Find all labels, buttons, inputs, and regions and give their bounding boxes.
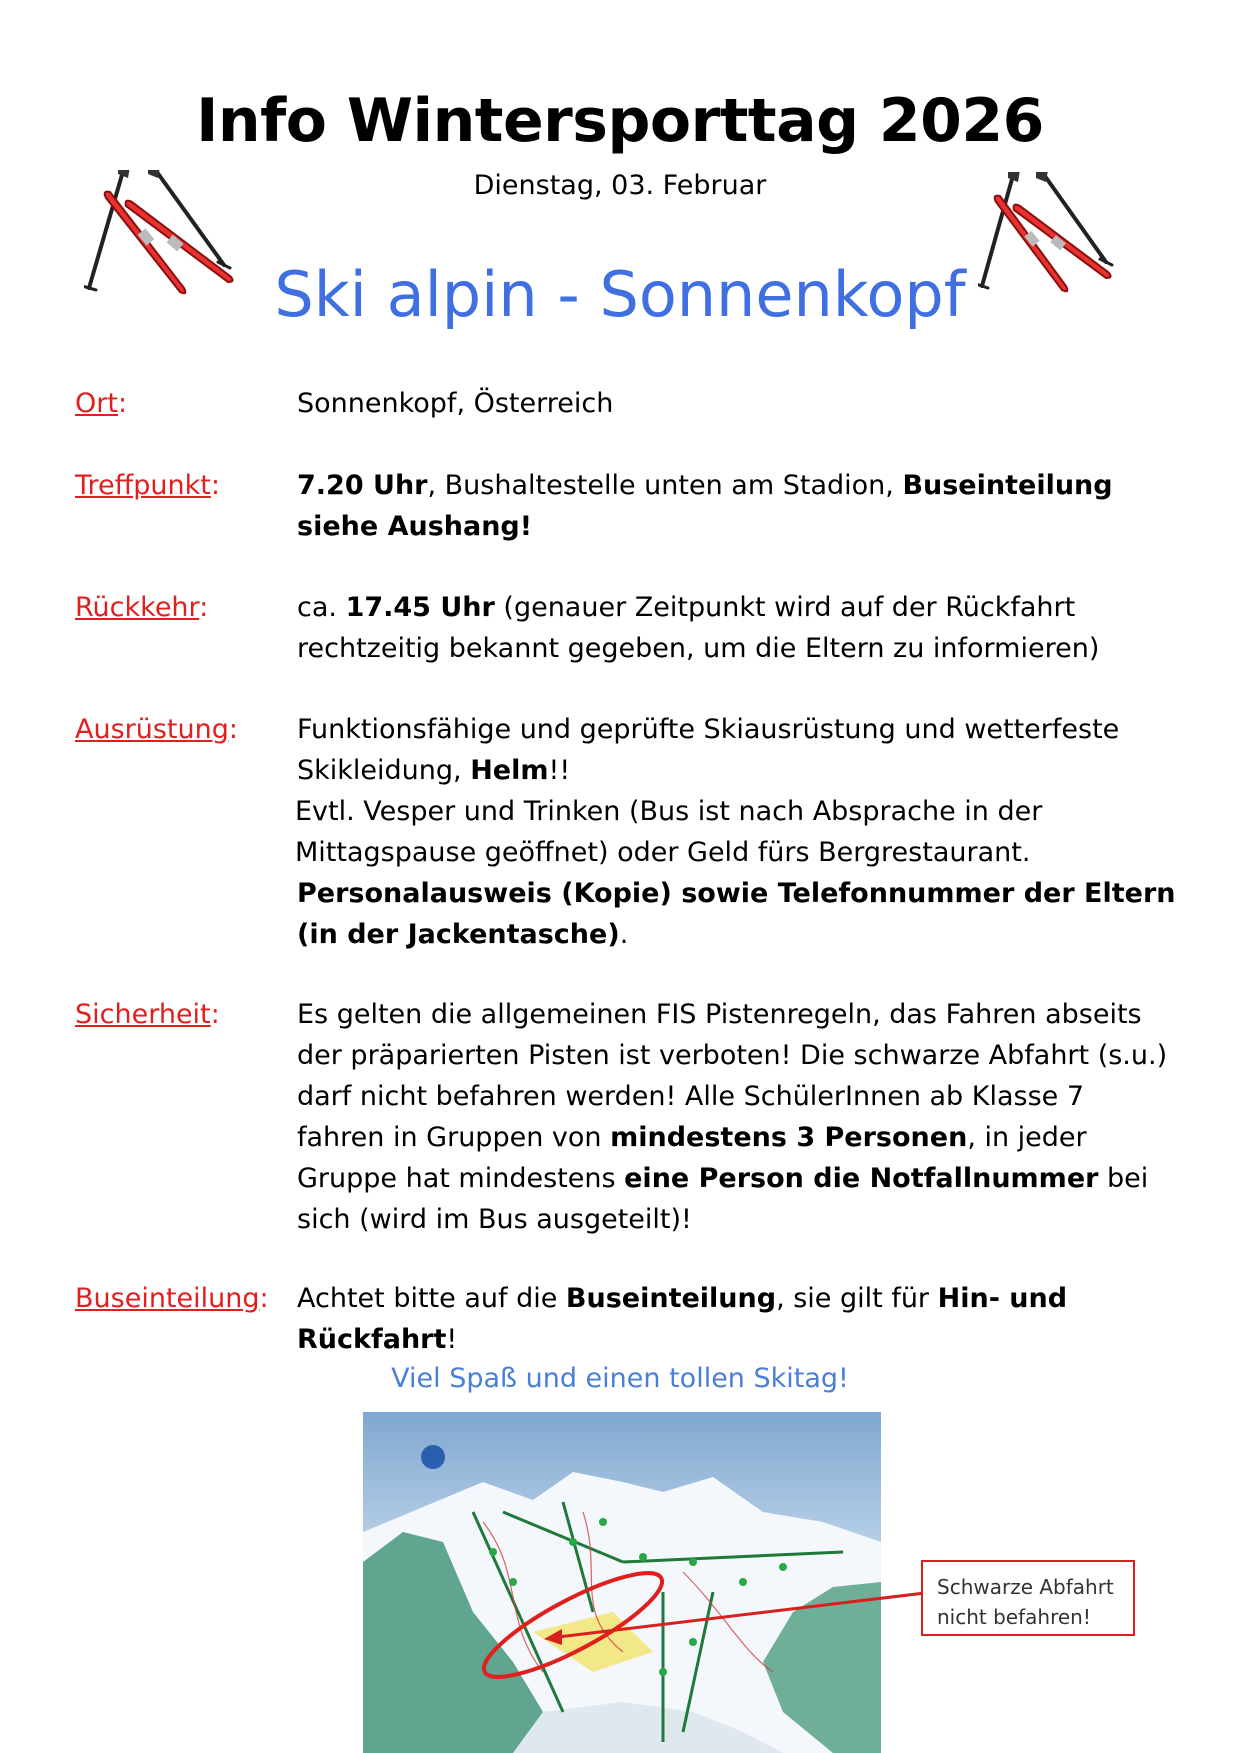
piste-map (363, 1412, 881, 1753)
value-buseinteilung: Achtet bitte auf die Buseinteilung, sie gilt für Hin- und Rückfahrt! (297, 1283, 1068, 1355)
event-subtitle: Ski alpin - Sonnenkopf (274, 258, 966, 331)
ausruestung-documents: Personalausweis (Kopie) sowie Telefonnummer der Eltern (in der Jackentasche). (297, 878, 1176, 950)
value-treffpunkt: 7.20 Uhr, Bushaltestelle unten am Stadion, Buseinteilung siehe Aushang! (297, 470, 1113, 542)
ausruestung-equipment: Funktionsfähige und geprüfte Skiausrüstung und wetterfeste Skikleidung, Helm!! (297, 714, 1120, 786)
closing-message: Viel Spaß und einen tollen Skitag! (391, 1363, 849, 1394)
label-ort: Ort: (75, 388, 128, 419)
label-ausruestung: Ausrüstung: (75, 714, 238, 745)
event-date: Dienstag, 03. Februar (473, 170, 767, 201)
value-ausruestung (297, 709, 1177, 955)
label-treffpunkt: Treffpunkt: (75, 470, 220, 501)
skis-with-poles-icon (84, 170, 259, 330)
black-run-callout (921, 1560, 1135, 1636)
label-sicherheit: Sicherheit: (75, 999, 220, 1030)
page-title: Info Wintersporttag 2026 (196, 86, 1044, 156)
value-sicherheit: Es gelten die allgemeinen FIS Pistenregeln, das Fahren abseits der präparierten Pisten ist verboten! Die schwarze Abfahrt (s.u.) darf nicht befahren werden! Alle SchülerInnen ab Klasse 7 fahren in Gruppen von mindestens 3 Personen, in jeder Gruppe hat mindestens eine Person die Notfallnummer bei sich (wird im Bus ausgeteilt)! (297, 999, 1168, 1235)
ausruestung-food: Evtl. Vesper und Trinken (Bus ist nach Absprache in der Mittagspause geöffnet) oder Geld fürs Bergrestaurant. (295, 796, 1043, 868)
label-buseinteilung: Buseinteilung: (75, 1283, 269, 1314)
skis-with-poles-icon (978, 172, 1128, 322)
value-rueckkehr: ca. 17.45 Uhr (genauer Zeitpunkt wird auf der Rückfahrt rechtzeitig bekannt gegeben, um die Eltern zu informieren) (297, 592, 1100, 664)
value-ort: Sonnenkopf, Österreich (297, 388, 614, 419)
callout-line-1: Schwarze Abfahrt (937, 1575, 1114, 1599)
callout-line-2: nicht befahren! (937, 1605, 1091, 1629)
label-rueckkehr: Rückkehr: (75, 592, 209, 623)
callout-arrow-icon (540, 1585, 930, 1645)
